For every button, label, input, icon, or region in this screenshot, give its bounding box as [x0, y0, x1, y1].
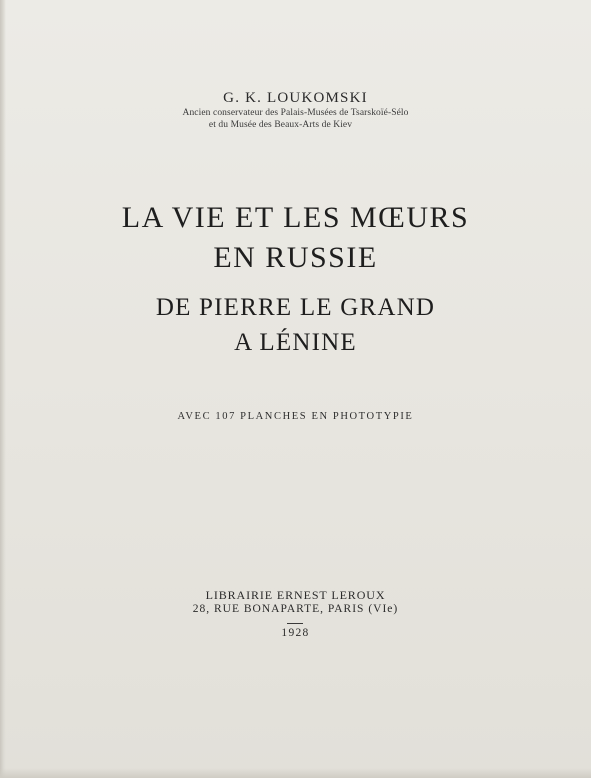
book-title-line-2: EN RUSSIE — [213, 241, 378, 274]
publisher-name: LIBRAIRIE ERNEST LEROUX — [205, 588, 386, 602]
plates-note: AVEC 107 PLANCHES EN PHOTOTYPIE — [177, 411, 414, 422]
author-name: G. K. LOUKOMSKI — [223, 90, 368, 106]
publisher-address: 28, RUE BONAPARTE, PARIS (VIe) — [192, 603, 399, 615]
author-credentials-line-1: Ancien conservateur des Palais-Musées de Tsarskoïé-Sélo — [182, 108, 409, 118]
book-subtitle-line-2: A LÉNINE — [234, 329, 357, 356]
author-credentials-line-2: et du Musée des Beaux-Arts de Kiev — [208, 120, 353, 130]
page-bottom-shadow — [0, 768, 591, 778]
publication-year: 1928 — [281, 627, 310, 639]
book-subtitle-line-1: DE PIERRE LE GRAND — [155, 294, 436, 321]
book-title-line-1: LA VIE ET LES MŒURS — [121, 201, 470, 234]
imprint-divider — [287, 623, 303, 624]
